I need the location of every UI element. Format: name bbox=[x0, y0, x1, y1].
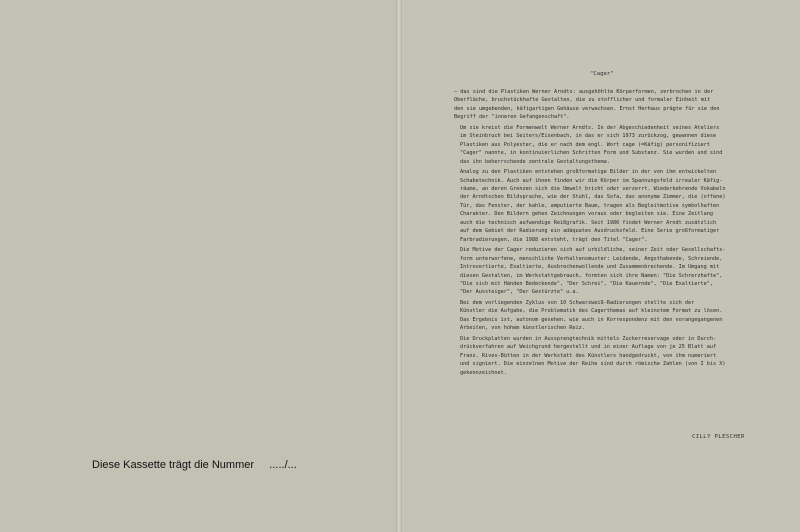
paragraph bbox=[454, 168, 790, 244]
text-line: und signiert. Die einzelnen Motive der Reihe sind durch römische Zahlen (von I bis X) bbox=[460, 361, 726, 368]
text-line: Die Druckplatten wurden in Aussprengtechnik mittels Zuckerreservage oder in Durch- bbox=[460, 335, 717, 342]
text-line: – das sind die Plastiken Werner Arndts: ausgehöhlte Körperformen, zerbrochen in der bbox=[454, 89, 714, 95]
text-line: Schabetechnik. Auch auf ihnen finden wir die Körper im Spannungsfeld irrealer Käfig- bbox=[460, 177, 723, 184]
text-line: Oberfläche, bruchstückhafte Gestalten, die zu stofflicher und formaler Einheit mit bbox=[454, 97, 711, 104]
text-line: das ihn beherrschende zentrale Gestaltungsthema. bbox=[460, 158, 610, 165]
text-line: Franz. Rives-Bütten in der Werkstatt des Künstlers handgedruckt, von ihm numeriert bbox=[460, 352, 717, 359]
text-line: "Die sich mit Händen Bedeckende", "Der Schrei", "Die Kauernde", "Die Exaltierte", bbox=[460, 280, 713, 287]
book-gutter bbox=[396, 0, 402, 532]
text-line: Die Motive der Cager reduzieren sich auf urbildliche, seiner Zeit oder Gesellschafts- bbox=[460, 247, 726, 254]
text-line: im Steinbruch bei Seiters/Eisenbach, in das er sich 1973 zurückzog, gewannen diese bbox=[460, 133, 717, 140]
essay-body bbox=[454, 88, 790, 379]
text-line: drückverfahren auf Weichgrund hergestellt und in einer Auflage von je 25 Blatt auf bbox=[460, 344, 717, 351]
essay-title: "Cager" bbox=[590, 71, 614, 77]
text-line: Charakter. Den Bildern gehen Zeichnungen voraus oder begleiten sie. Eine Zeitlang bbox=[460, 211, 713, 218]
text-line: Introvertierte, Exaltierte, Ausbrechenwollende und Zusammenbrechende. Im Umgang mit bbox=[460, 264, 720, 271]
text-line: "Cager" nannte, in kontinuierlichen Schritten Form und Substanz. Sie wurden und sind bbox=[460, 150, 723, 157]
paragraph bbox=[454, 299, 790, 333]
text-line: Bei dem vorliegenden Zyklus von 10 Schwarzweiß-Radierungen stellte sich der bbox=[460, 299, 695, 306]
text-line: Künstler die Aufgabe, die Problematik des Cagerthemas auf kleinstem Format zu lösen. bbox=[460, 308, 723, 315]
text-line: diesen Gestalten, im Werkstattgebrauch, formten sich ihre Namen: "Die Schrerzhafte", bbox=[460, 272, 723, 279]
text-line: form unterworfene, menschliche Verhaltensmuster: Leidende, Angsthabende, Schreiende, bbox=[460, 255, 723, 262]
left-page bbox=[0, 0, 397, 532]
author-signature: CILLY PLESCHER bbox=[692, 434, 745, 440]
text-line: Das Ergebnis ist, autonom gesehen, wie auch in Korrespondenz mit den vorangegangenen bbox=[460, 316, 723, 323]
paragraph bbox=[454, 88, 790, 122]
text-line: den sie umgebenden, käfigartigen Gehäuse verwachsen. Ernst Herhaus prägte für sie den bbox=[454, 105, 720, 112]
text-line: Um sie kreist die Formenwelt Werner Arndts. In der Abgeschiedenheit seines Ateliers bbox=[460, 124, 720, 131]
text-line: gekennzeichnet. bbox=[460, 369, 507, 376]
text-line: Arbeiten, von hohem künstlerischen Reiz. bbox=[460, 325, 585, 332]
text-line: "Der Aussteiger", "Der Gestürzte" u.a. bbox=[460, 289, 579, 296]
text-line: der Arndtschen Bildsprache, wie der Stuhl, das Sofa, das anonyme Zimmer, die (offene) bbox=[460, 194, 726, 201]
text-line: Farbradierungen, die 1988 entsteht, trägt den Titel "Cager". bbox=[460, 236, 648, 243]
text-line: auch die technisch aufwendige Reißgrafik. Seit 1986 findet Werner Arndt zusätzlich bbox=[460, 219, 717, 226]
text-line: auf dem Gebiet der Radierung ein adäquates Ausdrucksfeld. Eine Serie großformatiger bbox=[460, 228, 720, 235]
text-line: Analog zu den Plastiken entstehen großformatige Bilder in der von ihm entwickelten bbox=[460, 169, 717, 176]
box-number-text: Diese Kassette trägt die Nummer ...../... bbox=[92, 459, 297, 471]
text-line: Begriff der "inneren Gefangenschaft". bbox=[454, 114, 570, 121]
text-line: Tür, das Fenster, der kahle, amputierte Baum, tragen als Begleitmotive symbolhaften bbox=[460, 202, 720, 209]
paragraph bbox=[454, 124, 790, 166]
text-line: räume, an deren Grenzen sich die Umwelt bricht oder verzerrt. Wiederkehrende Vokabeln bbox=[460, 185, 726, 192]
paragraph bbox=[454, 335, 790, 377]
text-line: Plastiken aus Polyester, die er nach dem engl. Wort cage (=Käfig) personifiziert bbox=[460, 141, 710, 148]
paragraph bbox=[454, 246, 790, 297]
